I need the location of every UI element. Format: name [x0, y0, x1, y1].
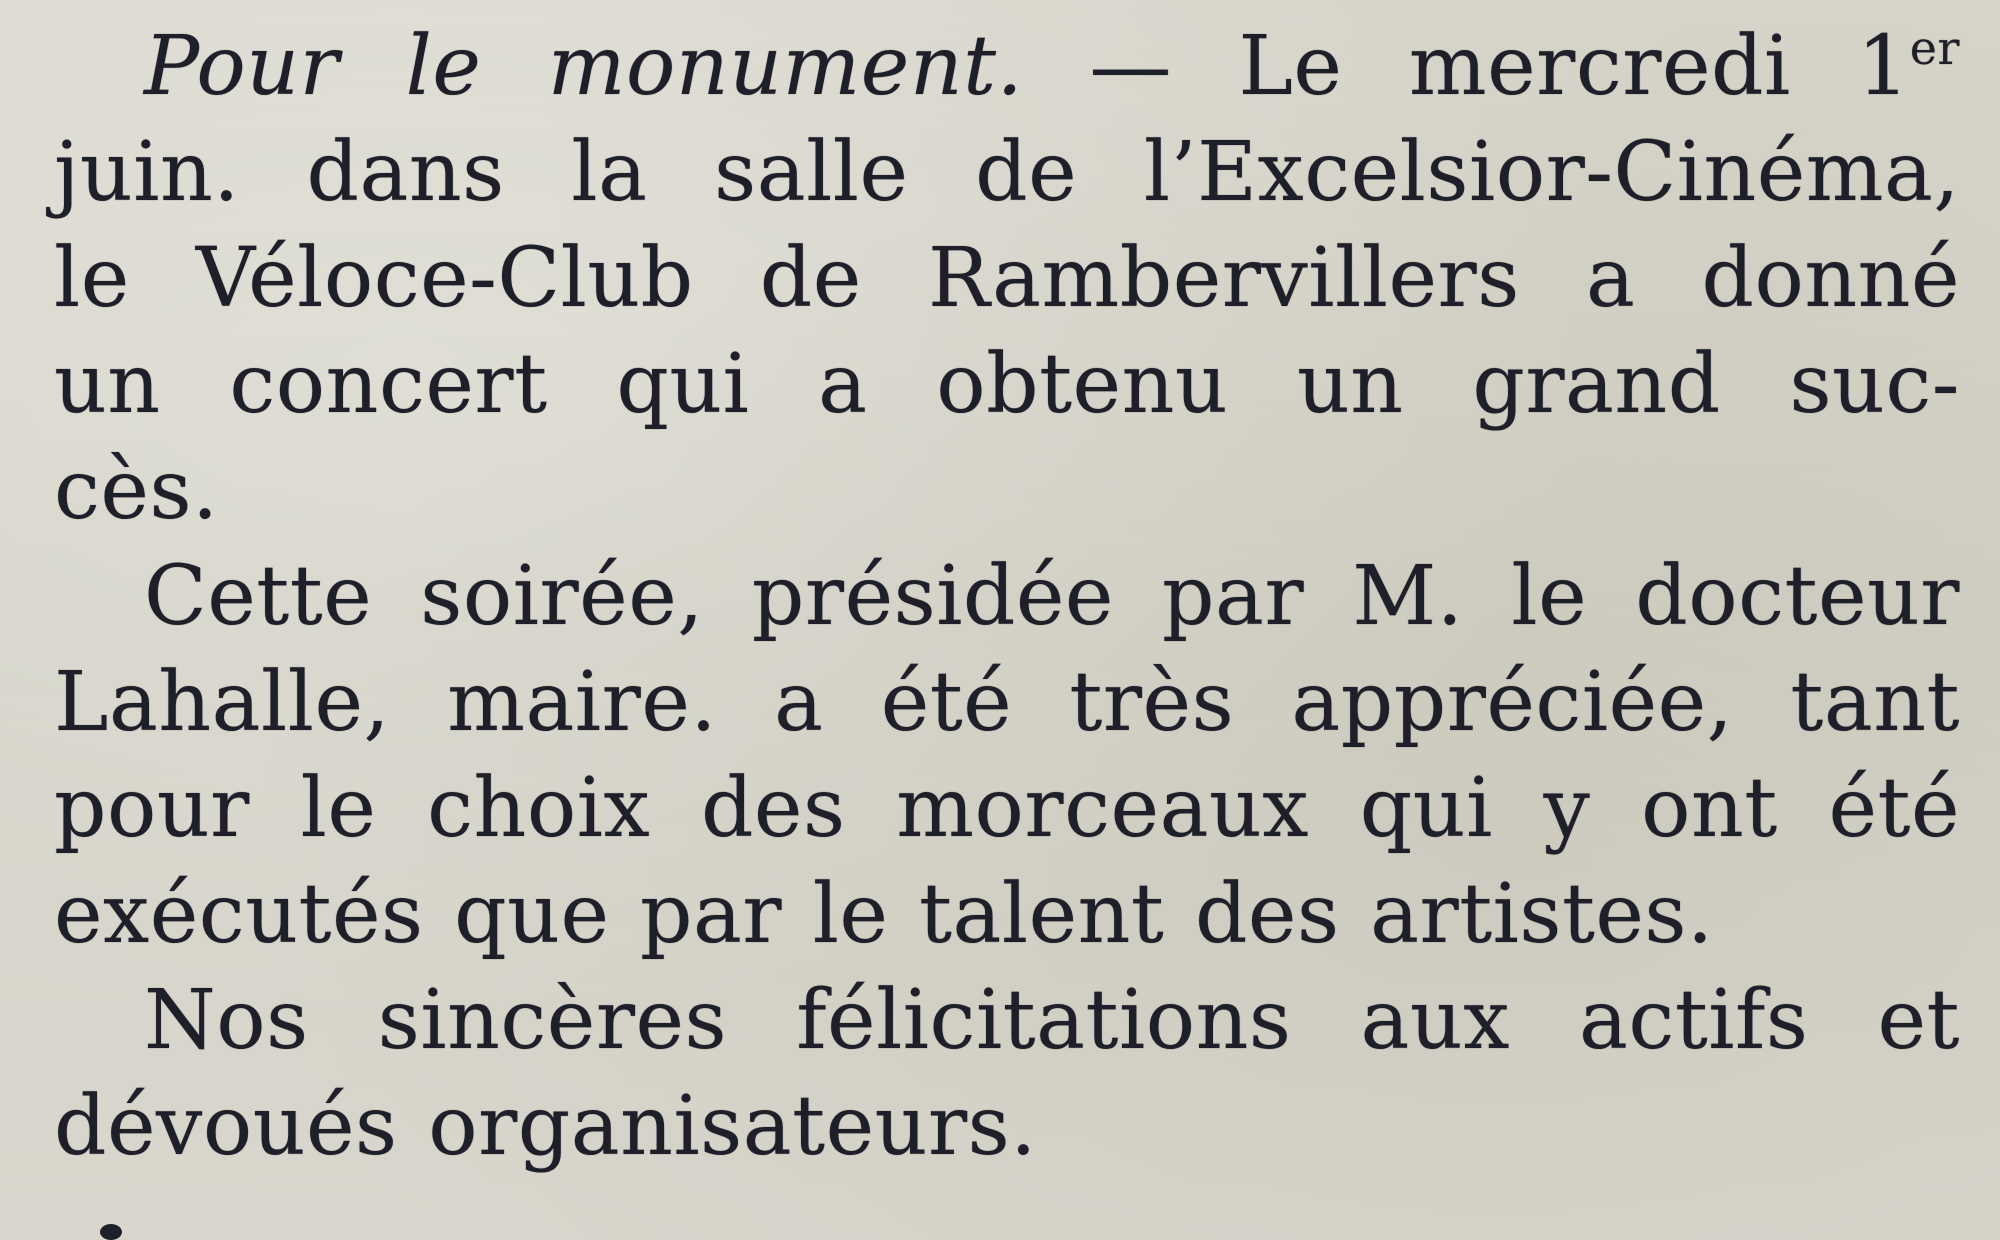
article-line-2: juin. dans la salle de l’Excelsior-Cinéma, [54, 125, 1960, 220]
ink-speck [100, 1224, 122, 1240]
article-lead-title: Pour le monument. [144, 19, 1024, 114]
article-line-1-text: — Le mercredi 1 [1023, 19, 1910, 114]
article-line-7: Lahalle, maire. a été très appréciée, tant [54, 655, 1960, 750]
article-line-10: Nos sincères félicitations aux actifs et [144, 973, 1960, 1068]
article-line-3: le Véloce-Club de Rambervillers a donné [54, 231, 1960, 326]
article-line-1 [54, 14, 1960, 120]
ordinal-suffix: er [1909, 21, 1960, 75]
article-line-11: dévoués organisateurs. [54, 1079, 1037, 1174]
article-line-6: Cette soirée, présidée par M. le docteur [144, 549, 1960, 644]
article-line-9: exécutés que par le talent des artistes. [54, 867, 1714, 962]
article-line-5: cès. [54, 443, 219, 538]
article-line-4: un concert qui a obtenu un grand suc- [54, 337, 1960, 432]
article-line-8: pour le choix des morceaux qui y ont été [54, 761, 1960, 856]
article-text [54, 14, 1960, 1180]
